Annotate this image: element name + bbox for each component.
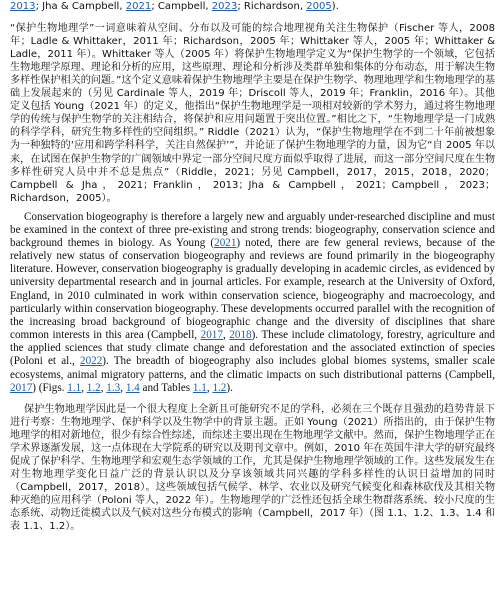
citation-link-poloni-2022[interactable]: 2022 — [80, 355, 103, 368]
citation-link-campbell-2017b[interactable]: 2017 — [10, 381, 33, 394]
paragraph-text: , — [81, 381, 87, 394]
figure-link-1-4[interactable]: 1.4 — [125, 381, 140, 394]
paragraph-text: , — [120, 381, 126, 394]
paragraph-text: ). — [226, 381, 233, 394]
citation-link-2021[interactable]: 2021 — [125, 1, 152, 12]
paragraph-text: and Tables — [139, 381, 193, 394]
table-link-1-1[interactable]: 1.1 — [192, 381, 207, 394]
paragraph-text: ). The breadth of biogeography also includes global biomes systems, smaller scale ecosystems, animal migratory patterns, and the climatic impacts on such distributional patterns (Campbell, — [10, 355, 495, 381]
citation-link-campbell-2017[interactable]: 2017 — [200, 329, 223, 342]
citation-text: ; Richardson, — [237, 1, 307, 12]
chinese-paragraph-translation: 保护生物地理学因此是一个很大程度上全新且可能研究不足的学科，必须在三个既存且强劲的趋势背景下进行考察：生物地理学、保护科学以及生物学中的背景主题。正如 Young（2021）所指出的，由于保护生物地理学的相对新地位，很少有综合性综述，而综述主要出现在生物地理学文献中。然而，保护生物地理学正在学术界逐渐发展，这一点体现在大学院系的研究以及期刊文章中。例如，2010 年在英国牛津大学的研究最终促成了保护科学、生物地理学和宏观生态学领域的工作，尤其是保护生物地理学领域的工作。这些发展发生在对生物地理学变化日益广泛的背景认识以及分享该领域共同兴趣的学科多样性的认识日益增加的同时（Campbell，2017，2018）。这些领域包括气候学、林学、农业以及研究气候变化和森林砍伐及其相关物种灭绝的应用科学（Poloni 等人，2022 年）。生物地理学的广泛性还包括全球生物群落系统、较小尺度的生态系统、动物迁徙模式以及气候对这些分布模式的影响（Campbell，2017 年）（图 1.1、1.2、1.3、1.4 和表 1.1、1.2）。 — [10, 403, 495, 533]
figure-link-1-3[interactable]: 1.3 — [106, 381, 121, 394]
citation-text: ; Jha & Campbell, — [35, 1, 126, 12]
paragraph-text: , — [100, 381, 107, 394]
citation-continuation-line — [10, 0, 495, 13]
table-link-1-2[interactable]: 1.2 — [212, 381, 227, 394]
citation-link-2005[interactable]: 2005 — [306, 1, 332, 12]
paragraph-text: ) (Figs. — [32, 381, 68, 394]
paragraph-text: , — [206, 381, 213, 394]
citation-link-campbell-2018[interactable]: 2018 — [229, 329, 252, 342]
paragraph-text: , — [222, 329, 230, 342]
citation-link-2013[interactable]: 2013 — [10, 1, 36, 12]
figure-link-1-2[interactable]: 1.2 — [86, 381, 101, 394]
paragraph-text: Conservation biogeography is therefore a largely new and arguably under-researched discipline and must be examined in the context of three pre-existing and strong trends: biogeography, conservation science and background themes in biology. As Young ( — [10, 210, 495, 250]
citation-text: ). — [331, 1, 339, 12]
citation-link-2023[interactable]: 2023 — [211, 1, 238, 12]
figure-link-1-1[interactable]: 1.1 — [67, 381, 82, 394]
chinese-paragraph-definition: “保护生物地理学”一词意味着从空间、分布以及可能的综合地理视角关注生物保护（Fischer 等人，2008 年；Ladle & Whittaker，2011 年；Richardson，2005 年；Whittaker 等人，2005 年；Whittaker & Ladle，2011 年）。Whittaker 等人（2005 年）将保护生物地理学定义为“保护生物学的一个领域，它包括生物地理学原理、理论和分析的应用，这些原理、理论和分析涉及类群单独和集体的分布动态，用于解决生物多样性保护相关的问题。”这个定义意味着保护生物地理学主要是在保护生物学、物理地理学和生物地理学的基础上发展起来的（另见 Cardinale 等人，2019 年；Driscoll 等人，2019 年；Franklin，2016 年）。其他定义包括 Young（2021 年）的定义，他指出“保护生物地理学是一项相对较新的学术努力，通过将生物地理学的传统与保护生物学的关注相结合，将保护和应用问题置于突出位置。”相比之下，“生物地理学是一门成熟的科学学科，研究生物多样性的空间组织。” Riddle（2021）认为，“保护生物地理学在不到二十年前被想象为一种独特的‘应用和跨学科科学，关注自然保护’”，并论证了保护生物地理学的力量，因为它“自 2005 年以来，在试图在保护生物学的广阔领域中界定一部分空间尺度方面似乎取得了进展，而这一部分空间尺度在生物多样性研究人员中并不总是焦点”（Riddle，2021；另见 Campbell，2017，2015，2018，2020；Campbell & Jha，2021；Franklin，2013；Jha & Campbell，2021；Campbell，2023；Richardson，2005）。 — [10, 23, 495, 204]
paragraph-text: ). These include climatology, forestry, agriculture and the applied sciences that study climate change and deforestation and the associated extinction of species (Poloni et al., — [10, 329, 495, 368]
citation-text: ; Campbell, — [151, 1, 212, 12]
citation-link-young-2021[interactable]: 2021 — [214, 237, 237, 250]
paragraph-text: ) noted, there are few general reviews, because of the relatively new status of conservation biogeography and reviews are found primarily in the biogeography literature. However, conservation biogeography is gradually developing in academic circles, as evidenced by university departmental research and in journal articles. For example, research at the University of Oxford, England, in 2010 culminated in work within conservation science, biogeography and macroecology, and particularly within conservation biogeography. These developments occurred parallel with the recognition of the increasing broad background of biogeographic change and the diversity of disciplines that share common interests in this area (Campbell, — [10, 237, 496, 342]
english-paragraph — [10, 211, 495, 395]
